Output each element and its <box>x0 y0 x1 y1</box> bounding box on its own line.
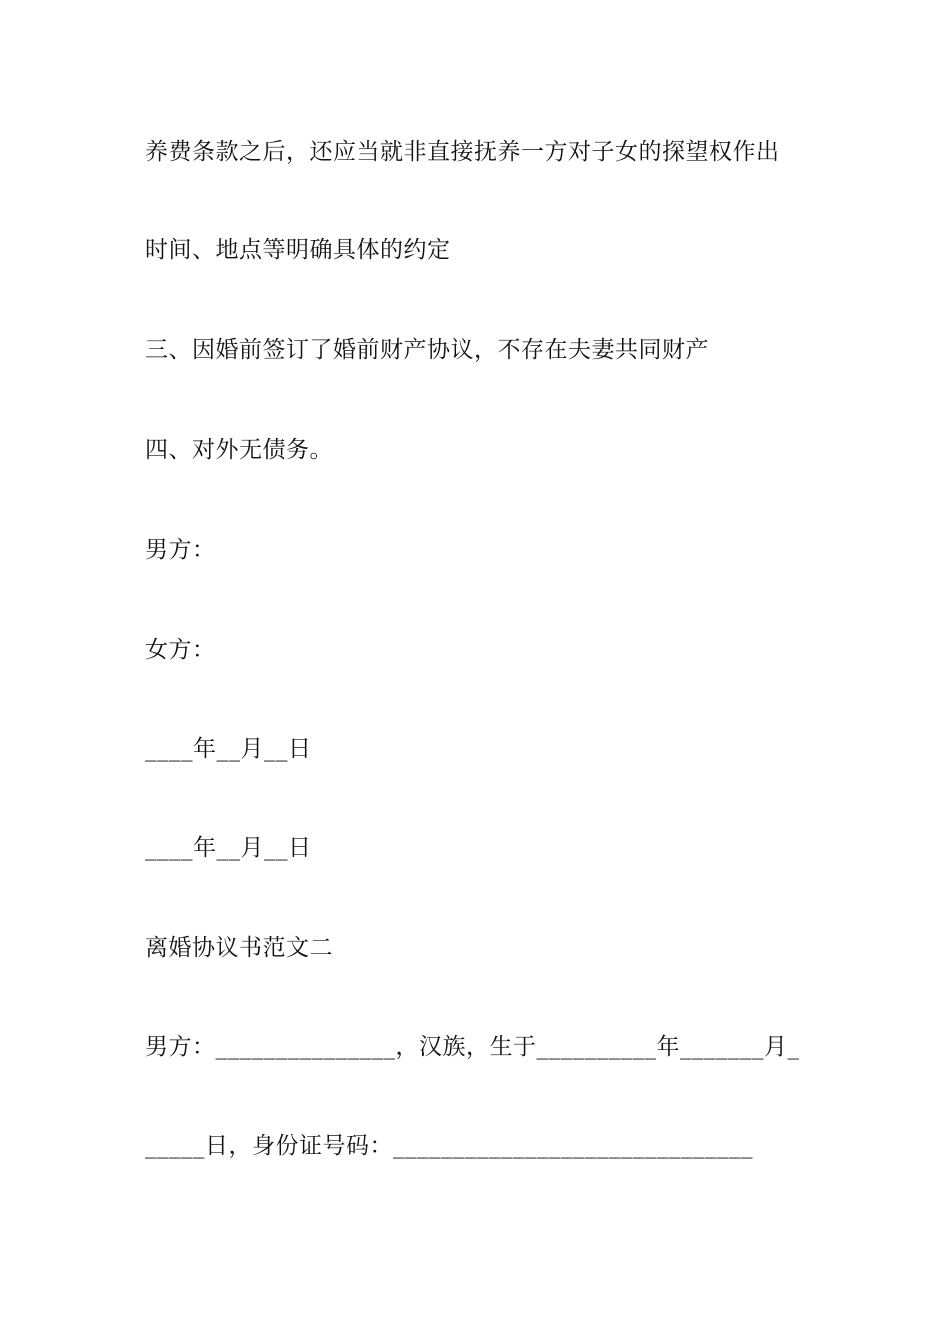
date-blank-2: ____年__月__日 <box>145 835 312 861</box>
date-blank-1: ____年__月__日 <box>145 736 312 762</box>
male-party-id-line: _____日，身份证号码：______________________________ <box>145 1133 753 1159</box>
paragraph-support-clause-end: 养费条款之后，还应当就非直接抚养一方对子女的探望权作出 <box>145 139 780 165</box>
paragraph-visitation-detail: 时间、地点等明确具体的约定 <box>145 237 451 263</box>
signature-male-label: 男方： <box>145 537 216 563</box>
signature-female-label: 女方： <box>145 637 216 663</box>
clause-three-property: 三、因婚前签订了婚前财产协议，不存在夫妻共同财产 <box>145 337 709 363</box>
clause-four-debts: 四、对外无债务。 <box>145 437 333 463</box>
male-party-info-line: 男方：_______________，汉族，生于__________年_______月_ <box>145 1034 800 1060</box>
section-heading-sample-two: 离婚协议书范文二 <box>145 935 333 961</box>
